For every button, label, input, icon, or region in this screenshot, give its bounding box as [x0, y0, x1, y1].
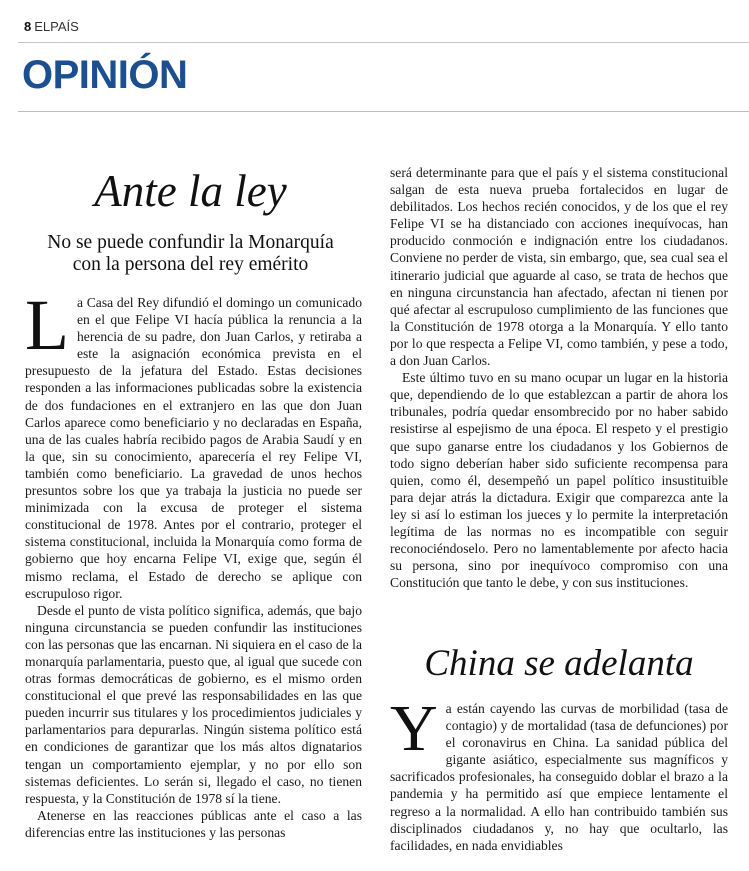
section-divider [18, 111, 749, 112]
header-divider [18, 42, 749, 43]
editorial-1-paragraph-3-continued: será determinante para que el país y el sistema constitucional salgan de esta nueva prueba fortalecidos en lugar de debilitados. Los hechos recién conocidos, y de los que el rey Felipe VI se ha distanciado con acciones inequívocas, han producido conmoción e indignación entre los ciudadanos. Conviene no perder de vista, sin embargo, que, sea cual sea el itinerario judicial que aguarde al caso, se trata de hechos que en ninguna circunstancia han afectado, afectan ni tienen por qué afectar al escrupuloso cumplimiento de las funciones que la Constitución de 1978 otorga a la Monarquía. Y ello tanto por lo que respecta a Felipe VI, como también, y pese a todo, a don Juan Carlos. [390, 165, 728, 369]
editorial-1-title: Ante la ley [94, 166, 287, 216]
editorial-1-paragraph-3: Atenerse en las reacciones públicas ante el caso a las diferencias entre las instituciones y las personas [25, 807, 362, 840]
editorial-2-paragraph-1 [390, 692, 728, 854]
editorial-1-subtitle-line2: con la persona del rey emérito [72, 254, 309, 275]
editorial-1-subtitle-line1: No se puede confundir la Monarquía [47, 232, 334, 253]
editorial-1-dropcap: L [25, 285, 69, 365]
editorial-1-continuation [390, 164, 728, 591]
editorial-1-body [25, 285, 362, 841]
editorial-1-paragraph-1 [25, 285, 362, 602]
editorial-1-subtitle [18, 232, 363, 276]
editorial-1-paragraph-1-text: a Casa del Rey difundió el domingo un comunicado en el que Felipe VI hacía pública la renuncia a la herencia de su padre, don Juan Carlos, y retiraba a este la asignación económica prevista en el presupuesto de la jefatura del Estado. Estas decisiones responden a las informaciones publicadas sobre la existencia de dos fundaciones en el extranjero en las que don Juan Carlos aparece como beneficiario y no declaradas en España, una de las cuales habría recibido pagos de Arabia Saudí y en la que, sin su conocimiento, aparecería el rey Felipe VI, también como beneficiario. La gravedad de unos hechos presuntos sobre los que ya trabaja la justicia no puede ser minimizada con la excusa de proteger el sistema constitucional de 1978. Antes por el contrario, proteger el sistema constitucional, incluida la Monarquía como forma de gobierno que hoy encarna Felipe VI, exige que, según él mismo reclama, el Estado de derecho se aplique con escrupuloso rigor. [25, 295, 362, 601]
editorial-2-title: China se adelanta [424, 643, 694, 684]
editorial-1-paragraph-4: Este último tuvo en su mano ocupar un lugar en la historia que, dependiendo de lo que establezcan a partir de ahora los tribunales, podría quedar ensombrecido por no haber sabido resistirse al espejismo de una época. El respeto y el prestigio que supo ganarse entre los ciudadanos y los Gobiernos de todo signo deberían haber sido suficiente recompensa para quien, como él, desempeñó un papel político insustituible para dejar atrás la dictadura. Exigir que comparezca ante la ley si así lo estiman los jueces y lo permite la interpretación legítima de las normas no es incompatible con seguir reconociéndoselo. Pero no lamentablemente por afecto hacia su persona, sino por inequívoco compromiso con una Constitución que tanto le debe, y con sus instituciones. [390, 370, 728, 591]
editorial-2-paragraph-1-text: a están cayendo las curvas de morbilidad (tasa de contagio) y de mortalidad (tasa de defunciones) por el coronavirus en China. La sanidad pública del gigante asiático, especialmente sus magníficos y sacrificados profesionales, ha conseguido doblar el brazo a la pandemia y ha permitido así que empiece lentamente el regreso a la normalidad. A ello han contribuido también sus disciplinados ciudadanos y, no hay que ocultarlo, las facilidades, en nada envidiables [390, 701, 728, 853]
section-title: OPINIÓN [22, 53, 188, 97]
editorial-1-paragraph-2: Desde el punto de vista político significa, además, que bajo ninguna circunstancia se pueden confundir las instituciones con las personas que las encarnan. Ni siquiera en el caso de la monarquía parlamentaria, puesto que, al igual que sucede con otras formas democráticas de gobierno, es el mismo orden constitucional el que prevé las responsabilidades en las que pueden incurrir sus titulares y los procedimientos judiciales y parlamentarios para depurarlas. Ningún sistema político está en condiciones de garantizar que los más altos dignatarios tengan un comportamiento ejemplar, y no por ello son sistemas deficientes. Lo serán si, llegado el caso, no tienen respuesta, y la Constitución de 1978 sí la tiene. [25, 602, 362, 806]
editorial-2-dropcap: Y [390, 692, 438, 765]
page-header-line [24, 19, 79, 34]
publication-name: ELPAÍS [34, 19, 79, 34]
editorial-2-body [390, 692, 728, 854]
page-number: 8 [24, 19, 32, 34]
